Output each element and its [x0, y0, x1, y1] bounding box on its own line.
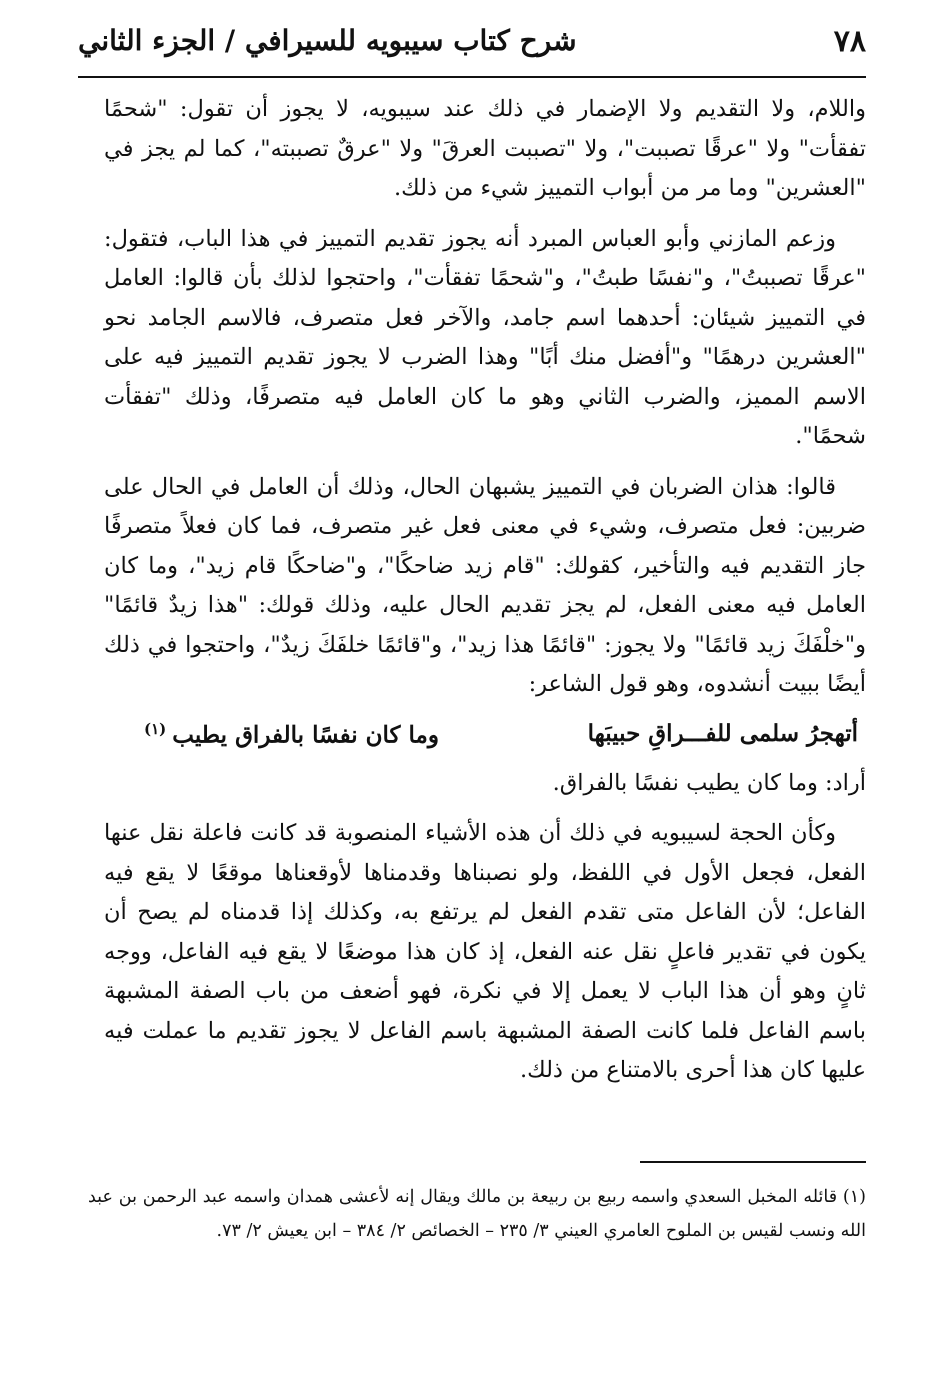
main-text	[104, 90, 866, 1102]
header-rule	[78, 76, 866, 78]
footnote-marker: (١)	[144, 719, 167, 738]
second-hemistich-wrapper	[144, 720, 439, 749]
paragraph: وكأن الحجة لسيبويه في ذلك أن هذه الأشياء المنصوبة قد كانت فاعلة نقل عنها الفعل، فجعل الأول في اللفظ، ولو نصبناها وقدمناها لأوقعناها موقعًا لا يقع فيه الفاعل؛ لأن الفاعل متى تقدم الفعل لم يرتفع به، وكذلك إذا قدمناه لم يصح أن يكون في تقدير فاعلٍ نقل عنه الفعل، إذ كان هذا موضعًا لا يقع فيه الفاعل، ووجه ثانٍ وهو أن هذا الباب لا يعمل إلا في نكرة، فهو أضعف من باب الصفة المشبهة باسم الفاعل فلما كانت الصفة المشبهة باسم الفاعل لا يجوز تقديم ما عملت فيه عليها كان هذا أحرى بالامتناع من ذلك.	[104, 820, 866, 1083]
paragraph: واللام، ولا التقديم ولا الإضمار في ذلك عند سيبويه، لا يجوز أن تقول: "شحمًا تفقأت" ولا "عرقًا تصببت"، ولا "تصببت العرقَ" ولا "عرقٌ تصببته"، كما لم يجز في "العشرين" وما مر من أبواب التمييز شيء من ذلك.	[104, 96, 866, 201]
footnotes	[88, 1180, 866, 1248]
first-hemistich: أتهجرُ سلمى للفـــراقِ حبيبَها	[587, 719, 858, 747]
footnote-rule	[640, 1161, 866, 1163]
paragraph: قالوا: هذان الضربان في التمييز يشبهان الحال، وذلك أن العامل في الحال على ضربين: فعل متصرف، وشيء في معنى فعل غير متصرف، فما كان فعلاً متصرفًا جاز التقديم فيه والتأخير، كقولك: "قام زيد ضاحكًا"، و"ضاحكًا قام زيد"، وما كان العامل فيه معنى الفعل، لم يجز تقديم الحال عليه، وذلك قولك: "هذا زيدٌ قائمًا" و"خلْفَكَ زيد قائمًا" ولا يجوز: "قائمًا هذا زيد"، و"قائمًا خلفَكَ زيدٌ"، واحتجوا في ذلك أيضًا ببيت أنشدوه، وهو قول الشاعر:	[104, 473, 866, 697]
footnote: (١) قائله المخبل السعدي واسمه ربيع بن ربيعة بن مالك ويقال إنه لأعشى همدان واسمه عبد الرحمن بن عبد الله ونسب لقيس بن الملوح العامري العيني ٣/ ٢٣٥ – الخصائص ٢/ ٣٨٤ – ابن يعيش ٢/ ٧٣.	[88, 1187, 866, 1241]
page-number: ٧٨	[833, 24, 866, 59]
second-hemistich: وما كان نفسًا بالفراق يطيب	[172, 721, 439, 749]
poetry-verse	[104, 716, 866, 762]
running-title: شرح كتاب سيبويه للسيرافي / الجزء الثاني	[78, 24, 577, 57]
page-header	[78, 18, 866, 72]
paragraph: أراد: وما كان يطيب نفسًا بالفراق.	[552, 769, 866, 796]
paragraph: وزعم المازني وأبو العباس المبرد أنه يجوز تقديم التمييز في هذا الباب، فتقول: "عرقًا تصببتُ"، و"نفسًا طبتُ"، و"شحمًا تفقأت"، واحتجوا لذلك بأن قالوا: العامل في التمييز شيئان: أحدهما اسم جامد، والآخر فعل متصرف، فالاسم الجامد نحو "العشرين درهمًا" و"أفضل منك أبًا" وهذا الضرب لا يجوز تقديم التمييز فيه على الاسم المميز، والضرب الثاني وهو ما كان العامل فيه متصرفًا، وذلك "تفقأت شحمًا".	[104, 225, 866, 449]
